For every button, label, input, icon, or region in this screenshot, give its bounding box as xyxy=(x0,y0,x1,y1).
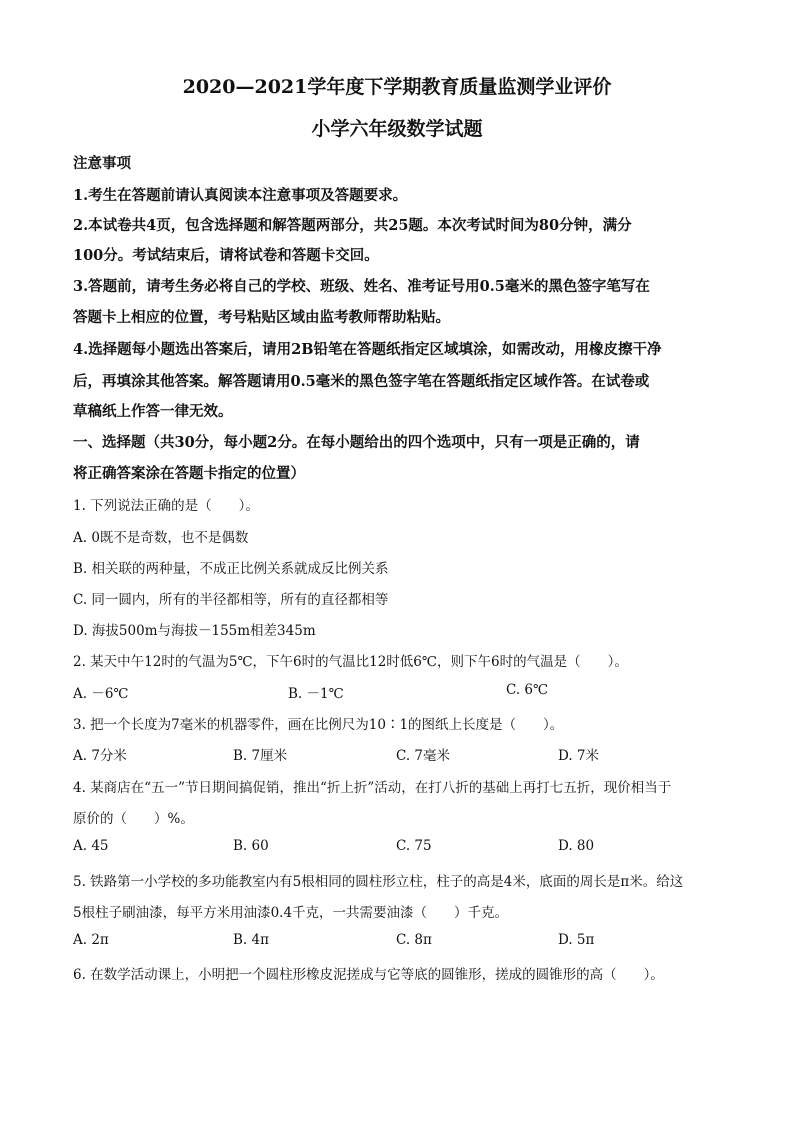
question-2-option-b: B. －1℃ xyxy=(288,686,344,702)
section-heading: 将正确答案涂在答题卡指定的位置） xyxy=(73,465,305,482)
question-2-option-c: C. 6℃ xyxy=(506,682,549,698)
notes-line: 答题卡上相应的位置，考号粘贴区域由监考教师帮助粘贴。 xyxy=(73,309,450,326)
exam-subtitle: 小学六年级数学试题 xyxy=(311,118,483,140)
question-4-option-a: A. 45 xyxy=(73,838,109,854)
notes-line: 4.选择题每小题选出答案后，请用2B铅笔在答题纸指定区域填涂，如需改动，用橡皮擦干净 xyxy=(73,341,662,358)
question-1-option-c: C. 同一圆内，所有的半径都相等，所有的直径都相等 xyxy=(73,592,389,608)
question-5-stem: 5根柱子刷油漆，每平方米用油漆0.4千克，一共需要油漆（ ）千克。 xyxy=(73,905,509,921)
question-4-option-d: D. 80 xyxy=(558,838,595,854)
question-4-stem: 原价的（ ）%。 xyxy=(73,811,194,827)
question-1-option-a: A. 0既不是奇数，也不是偶数 xyxy=(73,530,249,546)
question-5-option-b: B. 4π xyxy=(233,932,269,948)
notes-line: 3.答题前，请考生务必将自己的学校、班级、姓名、准考证号用0.5毫米的黑色签字笔写在 xyxy=(73,278,650,295)
question-5-option-d: D. 5π xyxy=(558,932,595,948)
question-5-option-c: C. 8π xyxy=(396,932,432,948)
notes-heading: 注意事项 xyxy=(73,155,131,172)
question-1-stem: 1. 下列说法正确的是（ ）。 xyxy=(73,498,259,514)
question-5-stem: 5. 铁路第一小学校的多功能教室内有5根相同的圆柱形立柱，柱子的高是4米，底面的周长是π米。给这 xyxy=(73,874,684,890)
question-3-option-b: B. 7厘米 xyxy=(233,748,288,764)
question-5-option-a: A. 2π xyxy=(73,932,109,948)
question-2-stem: 2. 某天中午12时的气温为5℃，下午6时的气温比12时低6℃，则下午6时的气温是（ ）。 xyxy=(73,654,628,670)
question-4-stem: 4. 某商店在“五一”节日期间搞促销，推出“折上折”活动，在打八折的基础上再打七五折，现价相当于 xyxy=(73,780,672,796)
notes-line: 草稿纸上作答一律无效。 xyxy=(73,403,233,420)
question-3-option-d: D. 7米 xyxy=(558,748,600,764)
notes-line: 100分。考试结束后，请将试卷和答题卡交回。 xyxy=(73,247,379,264)
exam-title: 2020—2021学年度下学期教育质量监测学业评价 xyxy=(182,76,612,98)
question-4-option-c: C. 75 xyxy=(396,838,432,854)
notes-line: 1.考生在答题前请认真阅读本注意事项及答题要求。 xyxy=(73,187,408,204)
question-6-stem: 6. 在数学活动课上，小明把一个圆柱形橡皮泥搓成与它等底的圆锥形，搓成的圆锥形的高（ ）。 xyxy=(73,967,664,983)
question-3-stem: 3. 把一个长度为7毫米的机器零件，画在比例尺为10∶1的图纸上长度是（ ）。 xyxy=(73,717,564,733)
question-1-option-b: B. 相关联的两种量，不成正比例关系就成反比例关系 xyxy=(73,561,389,577)
question-1-option-d: D. 海拔500m与海拔－155m相差345m xyxy=(73,623,316,639)
question-3-option-c: C. 7毫米 xyxy=(396,748,451,764)
notes-line: 2.本试卷共4页，包含选择题和解答题两部分，共25题。本次考试时间为80分钟，满分 xyxy=(73,217,632,234)
section-heading: 一、选择题（共30分，每小题2分。在每小题给出的四个选项中，只有一项是正确的，请 xyxy=(73,434,640,451)
question-4-option-b: B. 60 xyxy=(233,838,269,854)
question-3-option-a: A. 7分米 xyxy=(73,748,127,764)
question-2-option-a: A. －6℃ xyxy=(73,686,129,702)
notes-line: 后，再填涂其他答案。解答题请用0.5毫米的黑色签字笔在答题纸指定区域作答。在试卷或 xyxy=(73,373,650,390)
